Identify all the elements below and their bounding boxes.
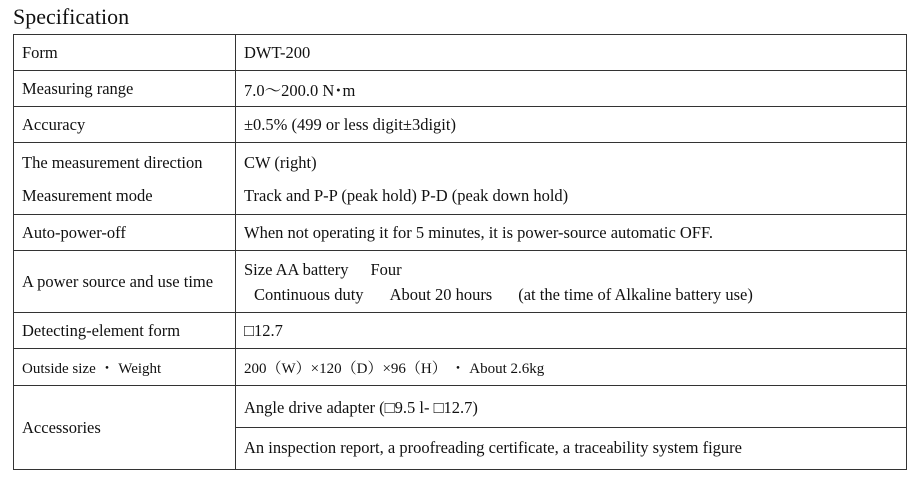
measurement-direction-label: The measurement direction — [22, 152, 203, 172]
detecting-element-label: Detecting-element form — [14, 313, 236, 349]
duty-hours: About 20 hours — [389, 284, 493, 304]
table-row-direction-mode — [14, 143, 907, 215]
measurement-mode-label: Measurement mode — [22, 185, 153, 205]
specification-table — [13, 34, 907, 470]
accessories-value — [236, 386, 907, 470]
measurement-direction-value: CW (right) — [244, 152, 317, 172]
table-row-accessories — [14, 386, 907, 470]
accuracy-value: ±0.5% (499 or less digit±3digit) — [236, 107, 907, 143]
accessories-item-documents: An inspection report, a proofreading certificate, a traceability system figure — [236, 427, 906, 467]
table-row-measuring-range — [14, 71, 907, 107]
accessories-item-adapter: Angle drive adapter (□9.5 l- □12.7) — [244, 398, 478, 417]
direction-mode-value — [236, 143, 907, 215]
measuring-range-value: 7.0～200.0 N･m — [236, 71, 907, 107]
form-value: DWT-200 — [236, 35, 907, 71]
battery-size: Size AA battery — [244, 259, 349, 279]
accuracy-label: Accuracy — [14, 107, 236, 143]
table-row-power-source — [14, 251, 907, 313]
table-row-auto-power-off — [14, 215, 907, 251]
measurement-mode-value: Track and P-P (peak hold) P-D (peak down hold) — [244, 185, 569, 205]
power-source-value — [236, 251, 907, 313]
detecting-element-value: □12.7 — [236, 313, 907, 349]
battery-count: Four — [370, 259, 402, 279]
table-row-accuracy — [14, 107, 907, 143]
continuous-duty: Continuous duty — [254, 284, 364, 304]
direction-mode-label — [14, 143, 236, 215]
outside-size-value: 200（W）×120（D）×96（H） ・ About 2.6kg — [236, 349, 907, 386]
auto-power-off-value: When not operating it for 5 minutes, it is power-source automatic OFF. — [236, 215, 907, 251]
table-row-outside-size — [14, 349, 907, 386]
auto-power-off-label: Auto-power-off — [14, 215, 236, 251]
table-row-form — [14, 35, 907, 71]
page-title: Specification — [13, 4, 130, 29]
power-source-line-1 — [244, 257, 898, 282]
power-source-label: A power source and use time — [14, 251, 236, 313]
battery-note: (at the time of Alkaline battery use) — [518, 284, 753, 304]
power-source-line-2 — [244, 282, 898, 307]
table-row-detecting-element — [14, 313, 907, 349]
outside-size-label: Outside size ・ Weight — [14, 349, 236, 386]
accessories-label: Accessories — [14, 386, 236, 470]
measuring-range-label: Measuring range — [14, 71, 236, 107]
form-label: Form — [14, 35, 236, 71]
